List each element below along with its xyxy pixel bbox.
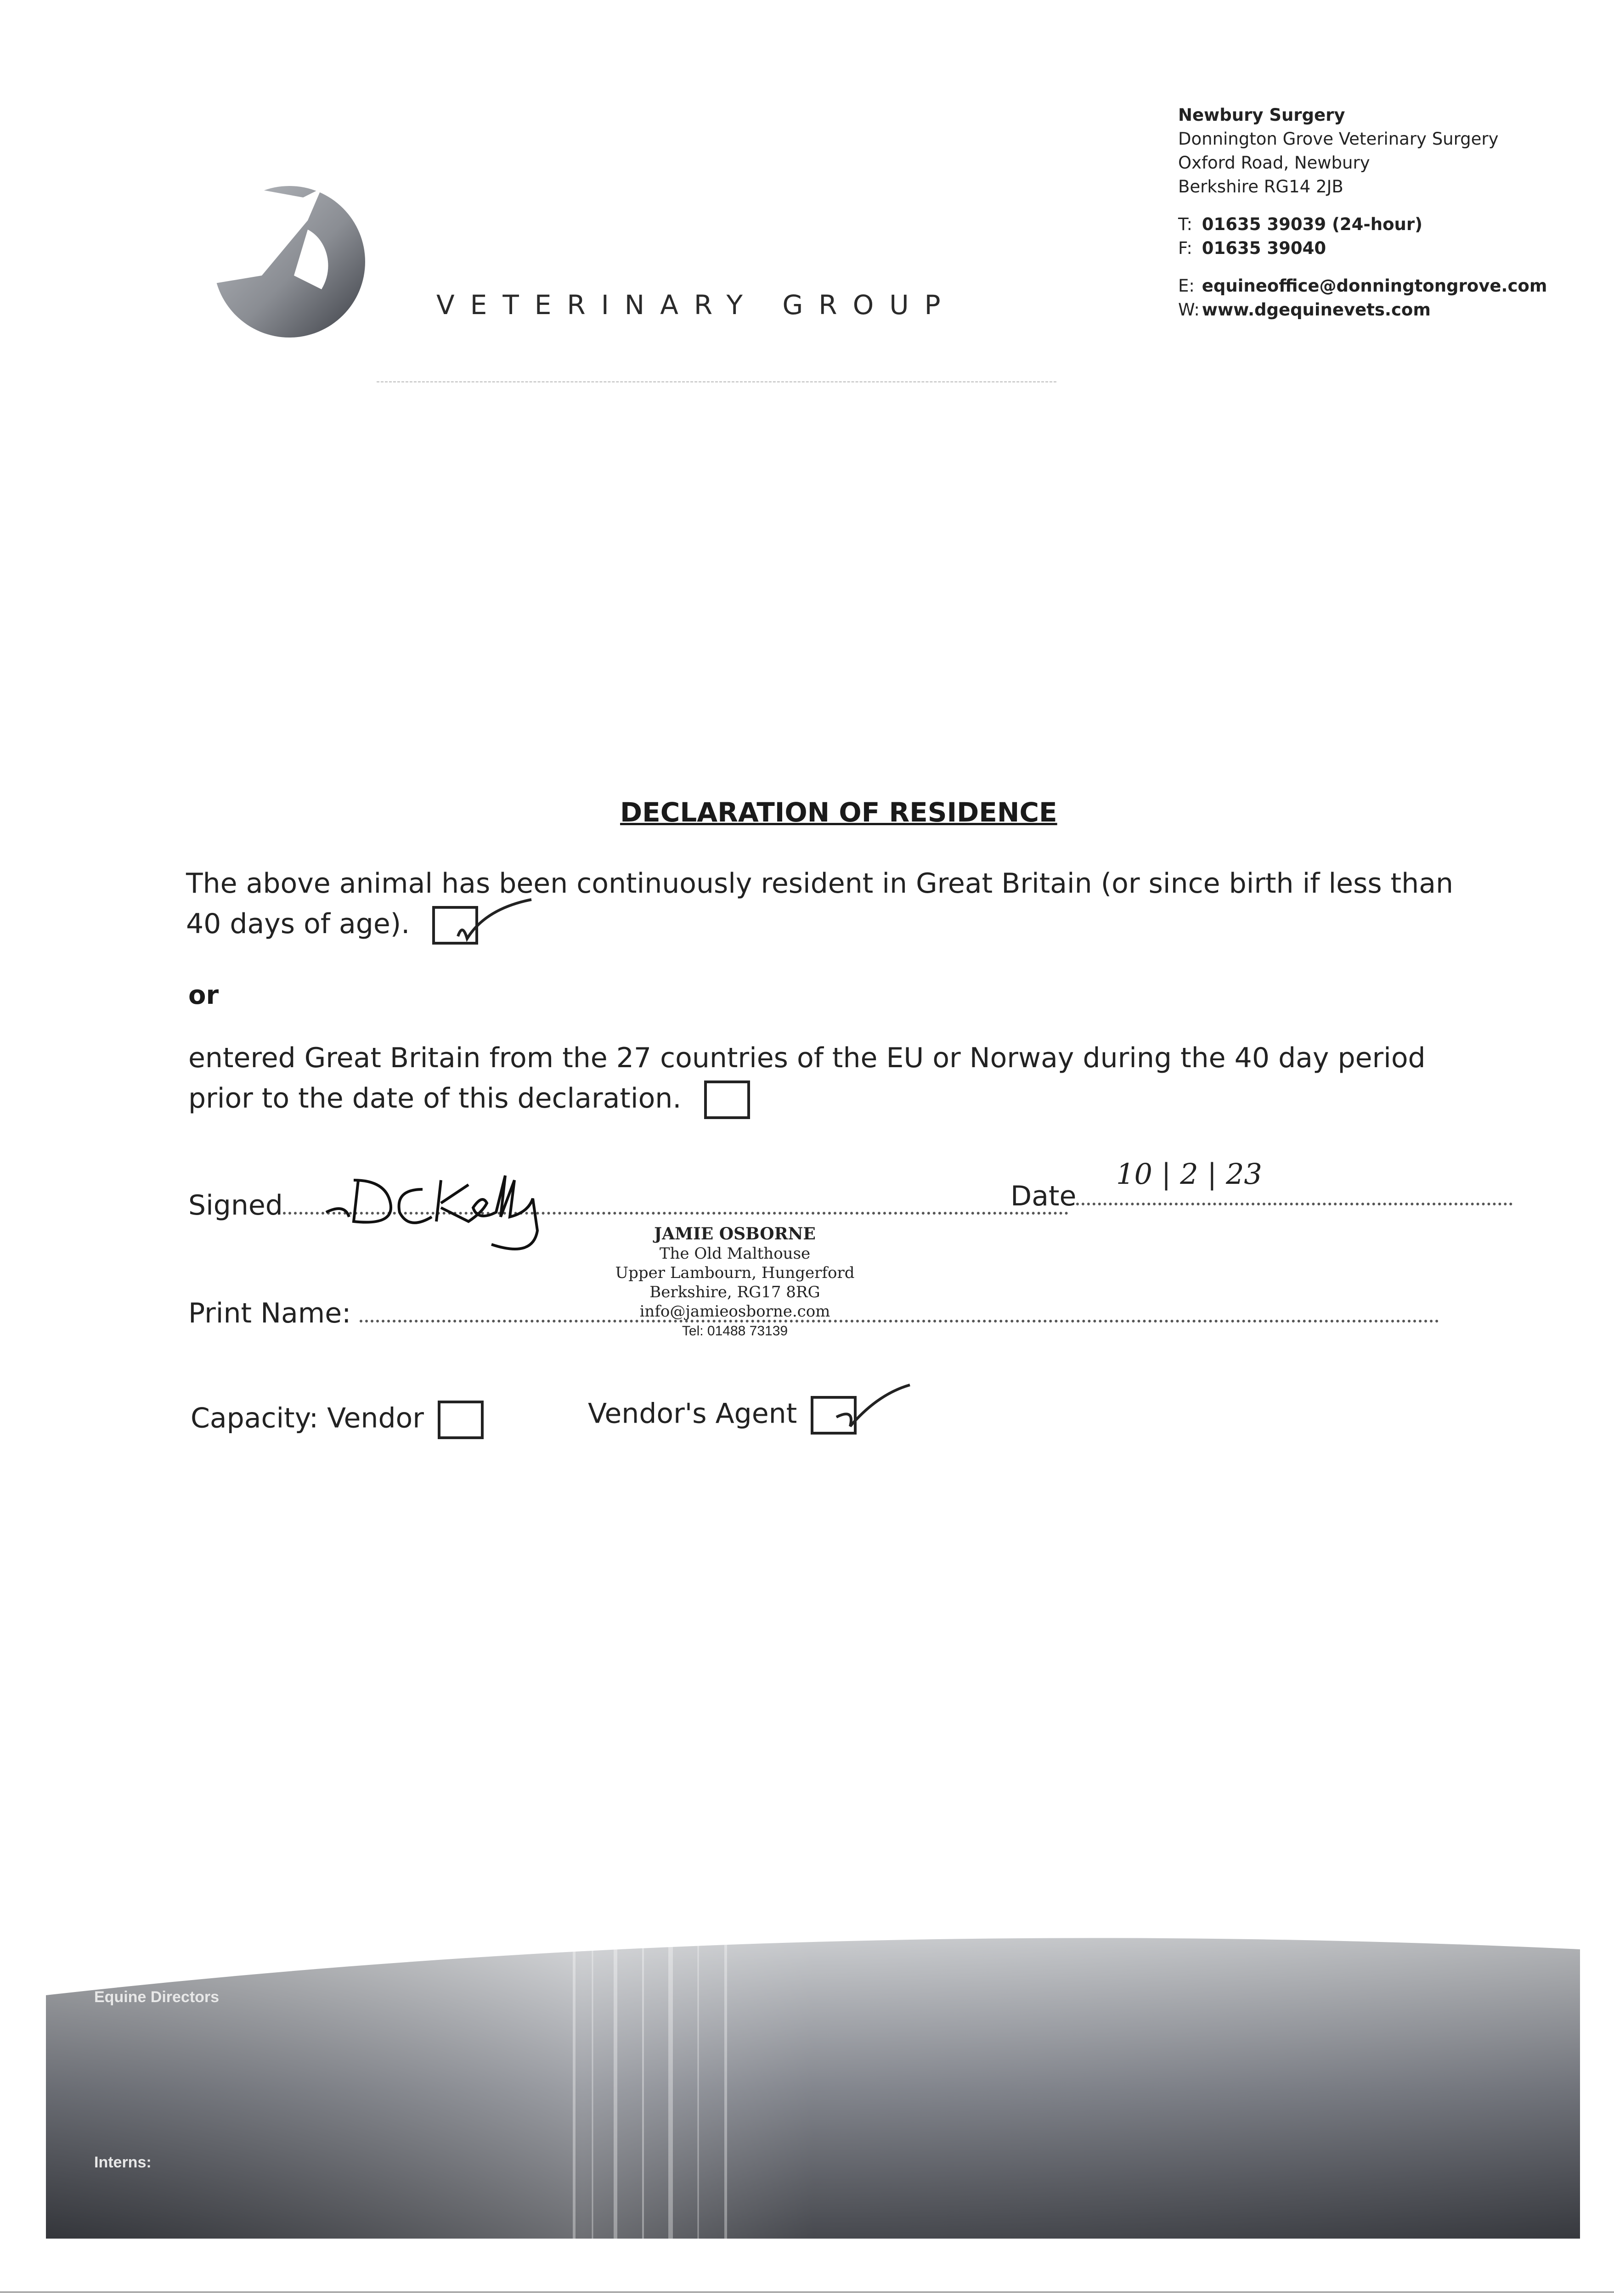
date-label: Date [1010, 1180, 1077, 1212]
print-name-row [188, 1297, 1439, 1329]
email-label: E: [1178, 276, 1195, 296]
surgery-address-block [1178, 103, 1547, 322]
letterhead-divider [377, 381, 1056, 383]
stamp-email: info@jamieosborne.com [639, 1302, 830, 1321]
statement-line: 40 days of age). [186, 908, 410, 940]
statement-line: entered Great Britain from the 27 countries of the EU or Norway during the 40 day period [188, 1042, 1426, 1074]
web-label: W: [1178, 300, 1200, 320]
vendor-checkbox[interactable] [438, 1401, 484, 1439]
web-row [1178, 298, 1547, 322]
stamp-line: Upper Lambourn, Hungerford [615, 1264, 855, 1282]
checkmark-icon [823, 1376, 914, 1440]
vendors-agent-label: Vendor's Agent [588, 1397, 797, 1430]
bottom-edge-line [0, 2291, 1614, 2293]
fax-number: 01635 39040 [1202, 238, 1326, 258]
email-row [1178, 274, 1547, 298]
footer-band [46, 1931, 1580, 2239]
email-link[interactable]: equineoffice@donningtongrove.com [1202, 276, 1547, 296]
fax-label: F: [1178, 238, 1192, 258]
address-line: Donnington Grove Veterinary Surgery [1178, 129, 1499, 149]
vendors-agent-row [588, 1396, 857, 1435]
date-line[interactable] [1076, 1198, 1512, 1205]
signed-label: Signed [188, 1189, 283, 1221]
resident-checkbox[interactable] [432, 906, 478, 945]
stamp-tel: Tel: 01488 73139 [682, 1323, 788, 1339]
or-separator: or [188, 980, 219, 1010]
eu-entry-statement [188, 1038, 1474, 1119]
signature-mark [317, 1153, 574, 1263]
eu-entry-checkbox[interactable] [704, 1080, 750, 1119]
vendors-agent-checkbox[interactable] [811, 1396, 857, 1435]
address-line: Oxford Road, Newbury [1178, 153, 1370, 173]
statement-line-with-checkbox [188, 1078, 1474, 1119]
stamp-name: JAMIE OSBORNE [654, 1224, 816, 1244]
stamp-line: Berkshire, RG17 8RG [649, 1283, 820, 1301]
equine-directors-label: Equine Directors [94, 1988, 220, 2006]
surgery-name: Newbury Surgery [1178, 105, 1345, 125]
veterinary-group-logo [198, 170, 372, 344]
phone-row [1178, 213, 1547, 236]
statement-line: The above animal has been continuously resident in Great Britain (or since birth if less than [186, 867, 1454, 900]
address-line: Berkshire RG14 2JB [1178, 177, 1343, 197]
phone-number: 01635 39039 (24-hour) [1202, 214, 1422, 234]
group-wordmark: VETERINARY GROUP [436, 289, 956, 321]
capacity-row [191, 1401, 484, 1439]
date-value: 10 | 2 | 23 [1116, 1157, 1262, 1191]
web-link[interactable]: www.dgequinevets.com [1202, 300, 1431, 320]
statement-line: prior to the date of this declaration. [188, 1082, 682, 1114]
capacity-vendor-label: Capacity: Vendor [191, 1402, 424, 1435]
declaration-title: DECLARATION OF RESIDENCE [620, 797, 1057, 828]
statement-line-with-checkbox [186, 904, 1472, 945]
print-name-line[interactable] [360, 1315, 1439, 1322]
interns-label: Interns: [94, 2154, 152, 2171]
print-name-label: Print Name: [188, 1297, 351, 1329]
phone-label: T: [1178, 214, 1193, 234]
fax-row [1178, 236, 1547, 260]
stamp-line: The Old Malthouse [659, 1244, 811, 1263]
resident-statement [186, 863, 1472, 945]
checkmark-icon [444, 895, 536, 950]
